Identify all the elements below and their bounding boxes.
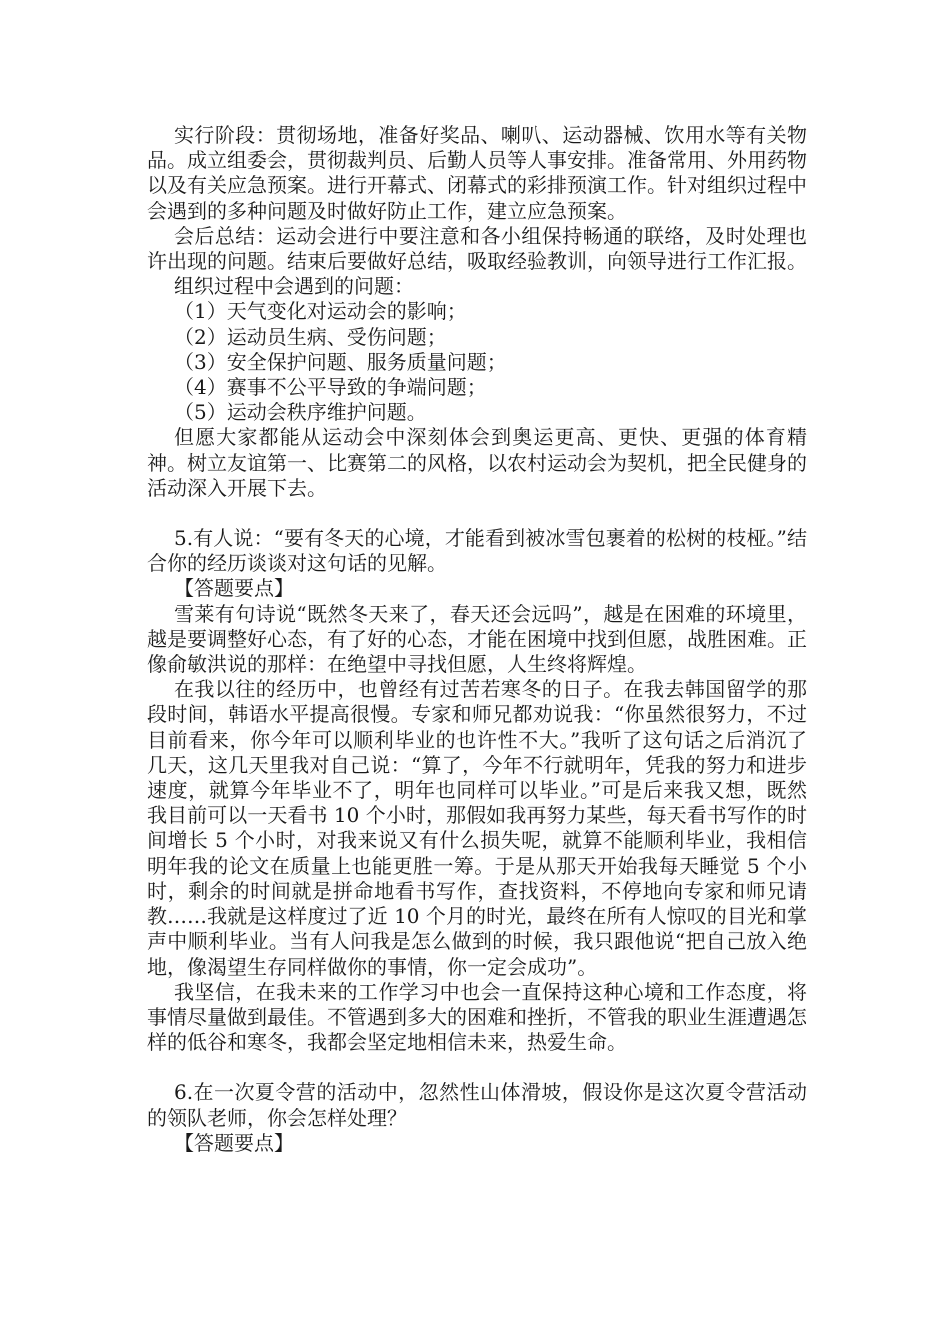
list-item-problem-1: （1）天气变化对运动会的影响；: [174, 299, 467, 324]
section-gap: [147, 1055, 807, 1080]
paragraph-problems-intro: 组织过程中会遇到的问题：: [174, 274, 414, 299]
section-gap: [147, 501, 807, 526]
answer-label-q5: 【答题要点】: [174, 576, 294, 601]
list-item-problem-5: （5）运动会秩序维护问题。: [174, 400, 427, 425]
list-item-problem-3: （3）安全保护问题、服务质量问题；: [174, 349, 507, 374]
answer-q5-paragraph-1: 雪莱有句诗说“既然冬天来了，春天还会远吗”，越是在困难的环境里，越是要调整好心态，有了好的心态，才能在困境中找到但愿，战胜困难。正像俞敏洪说的那样：在绝望中寻找但愿，人生终将辉煌。: [147, 601, 807, 677]
list-item-problem-4: （4）赛事不公平导致的争端问题；: [174, 375, 487, 400]
question-6: 6.在一次夏令营的活动中，忽然性山体滑坡，假设你是这次夏令营活动的领队老师，你会怎样处理？: [147, 1080, 807, 1130]
paragraph-post-meeting-summary: 会后总结：运动会进行中要注意和各小组保持畅通的联络，及时处理也许出现的问题。结束后要做好总结，吸取经验教训，向领导进行工作汇报。: [147, 223, 807, 274]
list-item-problem-2: （2）运动员生病、受伤问题；: [174, 324, 447, 349]
paragraph-implementation-stage: 实行阶段：贯彻场地，准备好奖品、喇叭、运动器械、饮用水等有关物品。成立组委会，贯彻裁判员、后勤人员等人事安排。准备常用、外用药物以及有关应急预案。进行开幕式、闭幕式的彩排预演工作。针对组织过程中会遇到的多种问题及时做好防止工作，建立应急预案。: [147, 123, 807, 223]
answer-q5-paragraph-2: 在我以往的经历中，也曾经有过苦若寒冬的日子。在我去韩国留学的那段时间，韩语水平提高很慢。专家和师兄都劝说我：“你虽然很努力，不过目前看来，你今年可以顺利毕业的也许性不大。”我听了这句话之后消沉了几天，这几天里我对自己说：“算了，今年不行就明年，凭我的努力和进步速度，就算今年毕业不了，明年也同样可以毕业。”可是后来我又想，既然我目前可以一天看书 10 个小时，那假如我再努力某些，每天看书写作的时间增长 5 个小时，对我来说又有什么损失呢，就算不能顺利毕业，我相信明年我的论文在质量上也能更胜一筹。于是从那天开始我每天睡觉 5 个小时，剩余的时间就是拼命地看书写作，查找资料，不停地向专家和师兄请教……我就是这样度过了近 10 个月的时光，最终在所有人惊叹的目光和掌声中顺利毕业。当有人问我是怎么做到的时候，我只跟他说“把自己放入绝地，像渴望生存同样做你的事情，你一定会成功”。: [147, 677, 807, 979]
answer-label-q6: 【答题要点】: [174, 1130, 294, 1155]
question-5: 5.有人说：“要有冬天的心境，才能看到被冰雪包裹着的松树的枝桠。”结合你的经历谈谈对这句话的见解。: [147, 526, 807, 576]
document-page: [147, 123, 807, 1156]
answer-q5-paragraph-3: 我坚信，在我未来的工作学习中也会一直保持这种心境和工作态度，将事情尽量做到最佳。不管遇到多大的困难和挫折，不管我的职业生涯遭遇怎样的低谷和寒冬，我都会坚定地相信未来，热爱生命。: [147, 979, 807, 1055]
paragraph-closing: 但愿大家都能从运动会中深刻体会到奥运更高、更快、更强的体育精神。树立友谊第一、比赛第二的风格，以农村运动会为契机，把全民健身的活动深入开展下去。: [147, 425, 807, 500]
